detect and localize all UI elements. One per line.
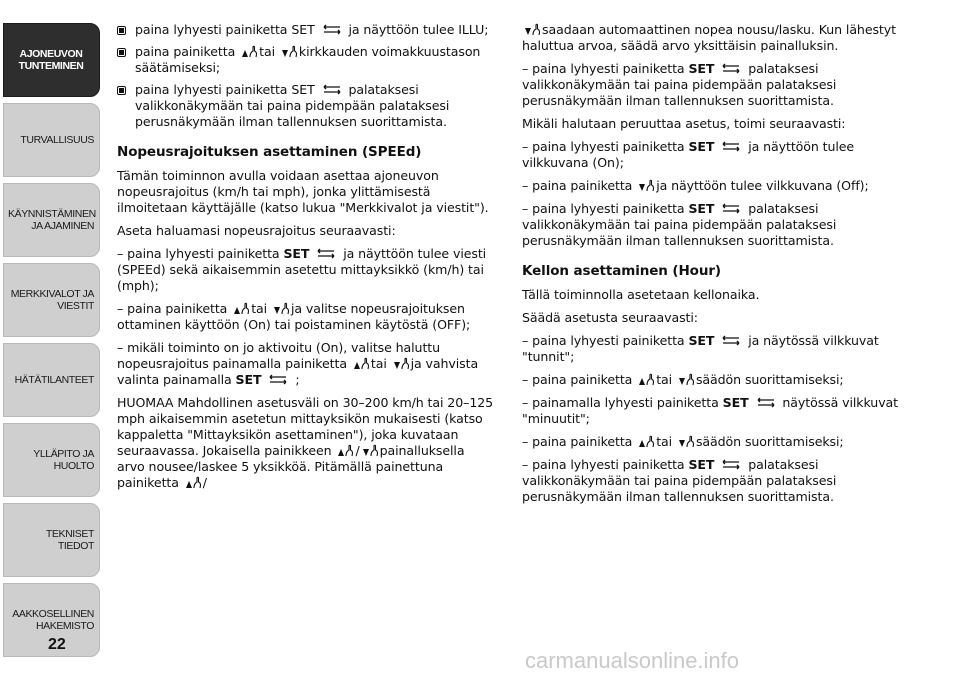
text: – paina painiketta — [522, 434, 633, 449]
text: ja näyttöön tulee ILLU; — [348, 22, 489, 37]
down-button-icon — [678, 373, 694, 386]
set-label: SET — [688, 61, 715, 76]
paragraph: Mikäli halutaan peruuttaa asetus, toimi seuraavasti: — [522, 116, 846, 131]
set-button-icon — [321, 83, 343, 96]
tab-label: AAKKOSELLINEN HAKEMISTO — [12, 608, 94, 632]
set-button-icon — [267, 373, 289, 386]
tab-label: KÄYNNISTÄMINEN JA AJAMINEN — [8, 208, 96, 232]
text: painalluksella arvo nousee/laskee 5 yksikköä. Pitämällä painettuna painiketta — [117, 443, 465, 490]
tab-turvallisuus[interactable] — [3, 103, 100, 177]
down-button-icon — [524, 23, 540, 36]
text: paina lyhyesti painiketta SET — [135, 82, 315, 97]
set-button-icon — [720, 62, 742, 75]
text: – paina painiketta — [522, 178, 633, 193]
bullet-item — [117, 44, 495, 76]
bullet-square-icon — [117, 26, 126, 35]
paragraph — [117, 395, 495, 491]
tab-hatatilanteet[interactable] — [3, 343, 100, 417]
text: ja näyttöön tulee viesti (SPEEd) sekä aikaisemmin asetettu mittayksikkö (km/h) tai (mph); — [117, 246, 487, 293]
text: ja näytössä vilkkuvat "tunnit"; — [522, 333, 879, 364]
up-button-icon — [233, 302, 249, 315]
text: palataksesi valikkonäkymään tai paina pidempään palataksesi perusnäkymään ilman tallennuksen suorittamista. — [522, 457, 837, 504]
text: – paina lyhyesti painiketta — [522, 139, 685, 154]
bullet-square-icon — [117, 48, 126, 57]
tab-label: AJONEUVON TUNTEMINEN — [18, 48, 84, 72]
text: kirkkauden voimakkuustason säätämiseksi; — [135, 44, 481, 75]
paragraph — [117, 246, 495, 294]
paragraph — [117, 301, 495, 333]
set-button-icon — [321, 23, 343, 36]
tab-label: TEKNISET TIEDOT — [45, 528, 94, 552]
set-label: SET — [235, 372, 262, 387]
paragraph — [522, 61, 912, 109]
set-label: SET — [688, 457, 715, 472]
sidebar — [3, 23, 100, 663]
set-button-icon — [720, 334, 742, 347]
set-button-icon — [755, 396, 777, 409]
down-button-icon — [638, 179, 654, 192]
paragraph: Tällä toiminnolla asetetaan kellonaika. — [522, 287, 760, 302]
text: tai — [656, 434, 673, 449]
tab-ajoneuvon-tunteminen[interactable] — [3, 23, 100, 97]
paragraph — [522, 457, 912, 505]
up-button-icon — [241, 45, 257, 58]
down-button-icon — [273, 302, 289, 315]
section-heading-hour: Kellon asettaminen (Hour) — [522, 263, 721, 279]
text: – paina lyhyesti painiketta — [522, 201, 685, 216]
text: säädön suorittamiseksi; — [695, 372, 844, 387]
text: palataksesi valikkonäkymään tai paina pidempään palataksesi perusnäkymään ilman tallennuksen suorittamista. — [522, 61, 837, 108]
set-label: SET — [688, 201, 715, 216]
set-label: SET — [283, 246, 310, 261]
text: HUOMAA Mahdollinen asetusväli on 30–200 km/h tai 20–125 mph aikaisemmin asetetun mittayksikön mukaisesti (katso kappaletta "Mittayksikön asettaminen"), joka kuvataan seuraavassa. Jokaisella painikkeen — [117, 395, 494, 458]
up-button-icon — [337, 444, 353, 457]
bullet-item — [117, 82, 495, 130]
set-label: SET — [722, 395, 749, 410]
paragraph — [522, 139, 912, 171]
tab-label: TURVALLISUUS — [20, 134, 94, 146]
tab-tekniset-tiedot[interactable] — [3, 503, 100, 577]
paragraph: Tämän toiminnon avulla voidaan asettaa ajoneuvon nopeusrajoitus (km/h tai mph), jonka ylittämisestä ilmoitetaan käyttäjälle (katso lukua "Merkkivalot ja viestit"). — [117, 168, 489, 215]
up-button-icon — [185, 476, 201, 489]
section-heading-speed: Nopeusrajoituksen asettaminen (SPEEd) — [117, 144, 422, 160]
tab-yllapito[interactable] — [3, 423, 100, 497]
set-button-icon — [315, 247, 337, 260]
text: säädön suorittamiseksi; — [695, 434, 844, 449]
text: – paina lyhyesti painiketta — [522, 457, 685, 472]
column-left — [117, 22, 495, 498]
text: – painamalla lyhyesti painiketta — [522, 395, 719, 410]
watermark: carmanualsonline.info — [525, 648, 740, 673]
text: ; — [295, 372, 300, 387]
paragraph — [522, 22, 912, 54]
down-button-icon — [678, 435, 694, 448]
set-button-icon — [720, 202, 742, 215]
text: palataksesi valikkonäkymään tai paina pidempään palataksesi perusnäkymään ilman tallennuksen suorittamista. — [135, 82, 450, 129]
up-button-icon — [638, 373, 654, 386]
paragraph — [522, 201, 912, 249]
text: – paina painiketta — [522, 372, 633, 387]
text: paina painiketta — [135, 44, 236, 59]
text: tai — [259, 44, 275, 59]
tab-merkkivalot[interactable] — [3, 263, 100, 337]
paragraph — [522, 372, 912, 388]
text: ja näyttöön tulee vilkkuvana (Off); — [656, 178, 869, 193]
paragraph — [522, 395, 912, 427]
bullet-square-icon — [117, 86, 126, 95]
text: näytössä vilkkuvat "minuutit"; — [522, 395, 898, 426]
text: – paina painiketta — [117, 301, 228, 316]
text: – paina lyhyesti painiketta — [522, 333, 685, 348]
paragraph — [117, 340, 495, 388]
text: – mikäli toiminto on jo aktivoitu (On), valitse haluttu nopeusrajoitus painamalla painiketta — [117, 340, 441, 371]
text: tai — [251, 301, 268, 316]
paragraph — [522, 178, 912, 194]
text: ja näyttöön tulee vilkkuvana (On); — [522, 139, 855, 170]
text: ja vahvista valinta painamalla — [117, 356, 479, 387]
text: / — [355, 443, 360, 458]
up-button-icon — [638, 435, 654, 448]
text: – paina lyhyesti painiketta — [522, 61, 685, 76]
set-button-icon — [720, 458, 742, 471]
tab-label: MERKKIVALOT JA VIESTIT — [10, 288, 94, 312]
text: tai — [656, 372, 673, 387]
text: ja valitse nopeusrajoituksen ottaminen käyttöön (On) tai poistaminen käytöstä (OFF); — [117, 301, 471, 332]
set-label: SET — [688, 139, 715, 154]
text: paina lyhyesti painiketta SET — [135, 22, 315, 37]
tab-label: HÄTÄTILANTEET — [14, 374, 94, 386]
tab-kaynnistaminen[interactable] — [3, 183, 100, 257]
tab-label: YLLÄPITO JA HUOLTO — [33, 448, 94, 472]
down-button-icon — [281, 45, 297, 58]
text: palataksesi valikkonäkymään tai paina pidempään palataksesi perusnäkymään ilman tallennuksen suorittamista. — [522, 201, 837, 248]
paragraph — [522, 333, 912, 365]
paragraph: Säädä asetusta seuraavasti: — [522, 310, 698, 325]
column-right — [522, 22, 912, 512]
paragraph: Aseta haluamasi nopeusrajoitus seuraavasti: — [117, 223, 396, 238]
paragraph — [522, 434, 912, 450]
bullet-item — [117, 22, 495, 38]
down-button-icon — [362, 444, 378, 457]
set-label: SET — [688, 333, 715, 348]
set-button-icon — [720, 140, 742, 153]
text: / — [202, 475, 207, 490]
down-button-icon — [393, 357, 409, 370]
text: – paina lyhyesti painiketta — [117, 246, 280, 261]
text: tai — [370, 356, 387, 371]
up-button-icon — [353, 357, 369, 370]
page-number: 22 — [48, 636, 66, 653]
text: saadaan automaattinen nopea nousu/lasku. Kun lähestyt haluttua arvoa, säädä arvo yksittäisin painalluksin. — [522, 22, 896, 53]
